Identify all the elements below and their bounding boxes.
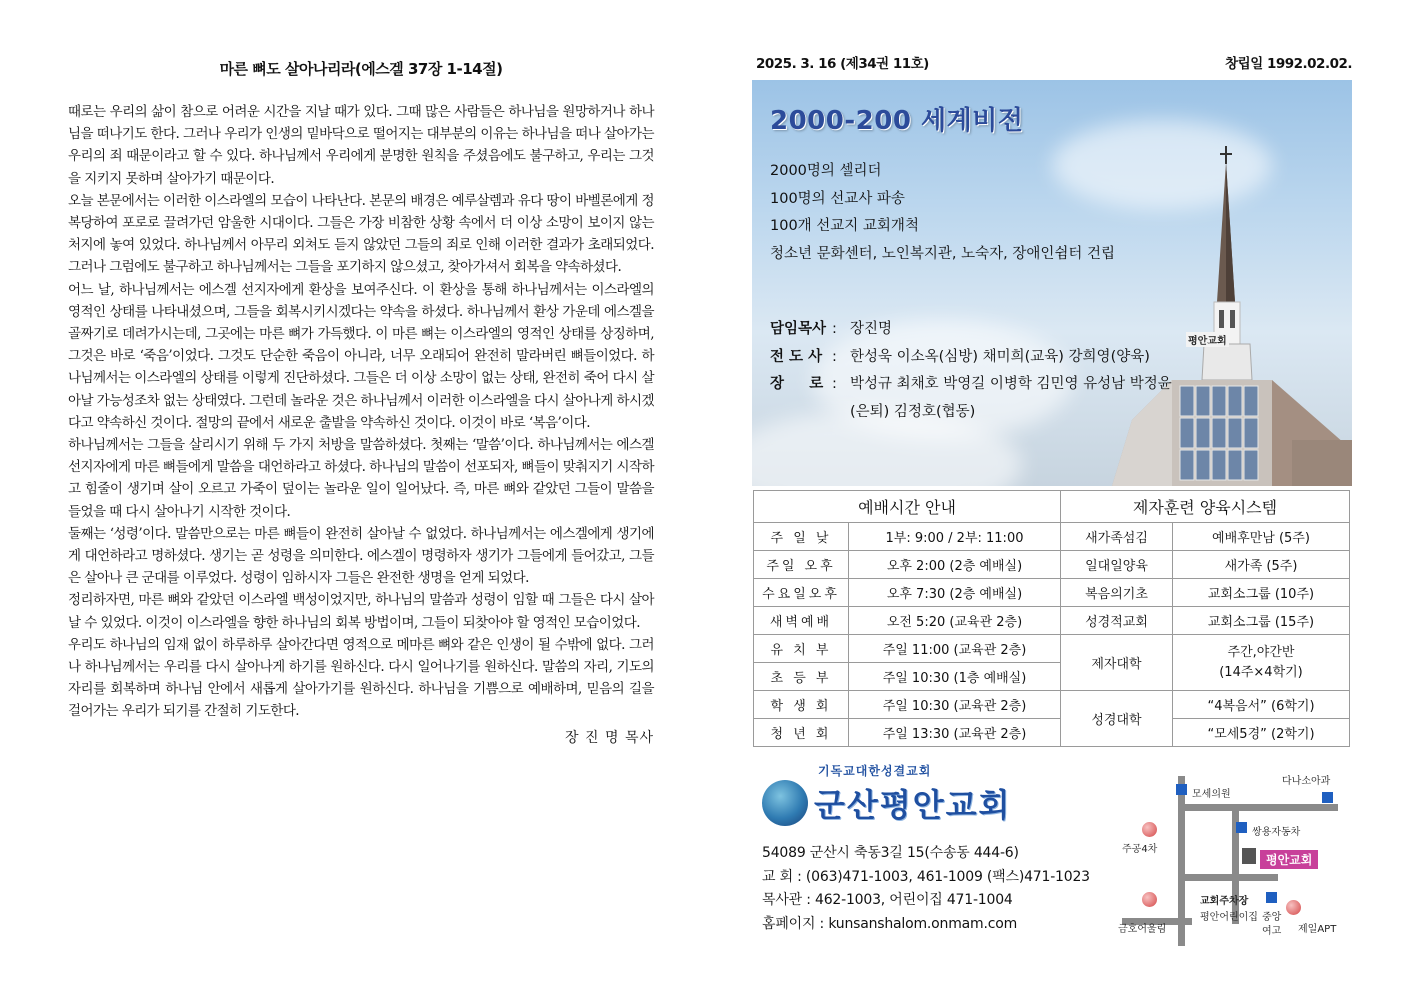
church-icon [1242, 848, 1256, 864]
program-detail: 새가족 (5주) [1173, 551, 1350, 579]
service-name: 수요일오후 [754, 579, 849, 607]
church-logo [762, 762, 1062, 832]
map-label-jugong: 주공4차 [1122, 844, 1158, 855]
service-name: 주일 오후 [754, 551, 849, 579]
vision-goal: 100개 선교지 교회개척 [770, 218, 919, 234]
service-time: 주일 10:30 (교육관 2층) [849, 691, 1061, 719]
program-detail: 예배후만남 (5주) [1173, 523, 1350, 551]
sermon-paragraph: 어느 날, 하나님께서는 에스겔 선지자에게 환상을 보여주신다. 이 환상을 통해 하나님께서는 이스라엘의 영적인 상태를 나타내셨으며, 그들을 회복시키시겠다는 약속을 하셨다. 하나님께서 환상 가운데 에스겔을 골짜기로 데려가시는데, 그곳에는 마른 뼈가 가득했다. 이 마른 뼈는 이스라엘의 영적인 상태를 상징하며, 그것은 바로 ‘죽음’이었다. 그것도 단순한 죽음이 아니라, 너무 오래되어 완전히 말라버린 뼈들이었다. 하나님께서는 이스라엘의 상태를 이렇게 진단하셨다. 그들은 더 이상 소망이 없는 상태, 완전히 죽어 다시 살아날 가능성조차 없는 상태였다. 그런데 놀라운 것은 하나님께서 이러한 이스라엘을 다시 살아나게 하시겠다고 약속하신 것이다. 절망의 끝에서 새로운 출발을 약속하신 것이다. 이것이 바로 ‘복음’이다. [68, 281, 654, 431]
program-name: 복음의기초 [1061, 579, 1173, 607]
program-detail: 교회소그룹 (15주) [1173, 607, 1350, 635]
service-time: 오후 2:00 (2층 예배실) [849, 551, 1061, 579]
table-row [754, 691, 1350, 719]
service-name: 청 년 회 [754, 719, 849, 747]
staff-names: 박성규 최채호 박영길 이병학 김민영 유성남 박정윤(은퇴) 김정호(협동) [850, 376, 1172, 420]
table-row [754, 579, 1350, 607]
service-time: 주일 13:30 (교육관 2층) [849, 719, 1061, 747]
program-detail: “모세5경” (2학기) [1173, 719, 1350, 747]
staff-names: 장진명 [850, 321, 893, 337]
phone: 교 회 : (063)471-1003, 461-1009 (팩스)471-1023 [762, 868, 1090, 885]
map-label-ssangyong: 쌍용자동차 [1252, 827, 1301, 838]
church-sign: 평안교회 [1186, 332, 1229, 347]
vision-goal: 2000명의 셀리더 [770, 163, 882, 179]
program-name: 새가족섬김 [1061, 523, 1173, 551]
vision-title: 2000-200 세계비전 [770, 106, 1024, 136]
sermon-paragraph: 우리도 하나님의 임재 없이 하루하루 살아간다면 영적으로 메마른 뼈와 같은 인생이 될 수밖에 없다. 그러나 하나님께서는 우리를 다시 살아나게 하기를 원하신다. 다시 일어나기를 원하신다. 말씀의 자리, 기도의 자리를 회복하며 하나님 안에서 새롭게 살아가기를 원하신다. 하나님을 기쁨으로 예배하며, 믿음의 길을 걸어가는 우리가 되기를 간절히 기도한다. [68, 636, 654, 720]
staff-row [770, 316, 1180, 344]
service-time: 오후 7:30 (2층 예배실) [849, 579, 1061, 607]
service-time: 주일 10:30 (1층 예배실) [849, 663, 1061, 691]
dealer-marker-icon [1236, 822, 1247, 833]
map-label-jeil: 제일APT [1298, 924, 1337, 935]
sermon-paragraph: 정리하자면, 마른 뼈와 같았던 이스라엘 백성이었지만, 하나님의 말씀과 성령이 임할 때 그들은 다시 살아날 수 있었다. 이것이 이스라엘을 향한 하나님의 회복 방법이며, 그들이 되찾아야 할 영적인 모습이었다. [68, 592, 654, 631]
program-name: 성경적교회 [1061, 607, 1173, 635]
sermon-paragraph: 오늘 본문에서는 이러한 이스라엘의 모습이 나타난다. 본문의 배경은 예루살렘과 유다 땅이 바벨론에게 정복당하여 포로로 끌려가던 암울한 시대이다. 그들은 가장 비참한 상황 속에서 더 이상 소망이 보이지 않는 처지에 놓여 있었다. 하나님께서 아무리 외쳐도 듣지 않았던 그들의 죄로 인해 이러한 결과가 초래되었다. 그러나 그럼에도 불구하고 하나님께서는 그들을 포기하지 않으셨고, 찾아가셔서 회복을 약속하셨다. [68, 192, 654, 276]
service-name: 새벽예배 [754, 607, 849, 635]
service-time: 오전 5:20 (교육관 2층) [849, 607, 1061, 635]
apartment-marker-icon [1142, 892, 1157, 907]
sermon-paragraph: 하나님께서는 그들을 살리시기 위해 두 가지 처방을 말씀하셨다. 첫째는 ‘말씀’이다. 하나님께서는 에스겔 선지자에게 마른 뼈들에게 말씀을 대언하라고 하셨다. 하나님의 말씀이 선포되자, 뼈들이 맞춰지기 시작하고 힘줄이 생기며 살이 오르고 가죽이 덮이는 놀라운 일이 일어났다. 즉, 마른 뼈와 같았던 그들이 말씀을 들었을 때 다시 살아나기 시작한 것이다. [68, 437, 654, 520]
address: 54089 군산시 축동3길 15(수송동 444-6) [762, 845, 1019, 861]
sermon-page [68, 58, 654, 747]
staff-label: 담임목사 [770, 321, 827, 337]
map-road [1178, 874, 1278, 881]
clinic-marker-icon [1176, 784, 1187, 795]
staff-label: 장 로 [770, 376, 824, 392]
program-name: 일대일양육 [1061, 551, 1173, 579]
table-row [754, 551, 1350, 579]
table-row [754, 635, 1350, 663]
church-contact [762, 842, 1090, 936]
bulletin-header [752, 52, 1352, 74]
service-name: 학 생 회 [754, 691, 849, 719]
issue-date: 2025. 3. 16 (제34권 11호) [756, 56, 929, 72]
sermon-paragraph: 둘째는 ‘성령’이다. 말씀만으로는 마른 뼈들이 완전히 살아날 수 없었다. 하나님께서는 에스겔에게 생기에게 대언하라고 명하셨다. 생기는 곧 성령을 의미한다. 에스겔이 명령하자 생기가 그들에게 들어갔고, 그들은 살아나 큰 군대를 이루었다. 성령이 임하시자 그들은 완전한 생명을 얻게 되었다. [68, 525, 654, 587]
service-name: 초 등 부 [754, 663, 849, 691]
program-detail-line: 주간,야간반 [1227, 644, 1295, 660]
vision-goal: 청소년 문화센터, 노인복지관, 노숙자, 장애인쉼터 건립 [770, 245, 1116, 262]
staff-colon: : [832, 321, 837, 337]
discipleship-header: 제자훈련 양육시스템 [1061, 491, 1350, 523]
staff-list [770, 316, 1180, 426]
map-label-jungang-2: 여고 [1262, 926, 1282, 937]
program-detail: “4복음서” (6학기) [1173, 691, 1350, 719]
table-row [754, 719, 1350, 747]
sermon-paragraph: 때로는 우리의 삶이 참으로 어려운 시간을 지날 때가 있다. 그때 많은 사람들은 하나님을 원망하거나 하나님을 떠나기도 한다. 그러나 우리가 인생의 밑바닥으로 떨어지는 대부분의 이유는 하나님을 떠나 살아가는 우리의 죄 때문이라고 할 수 있다. 하나님께서 우리에게 분명한 원칙을 주셨음에도 불구하고, 우리는 그것을 지키지 못하며 살아가기 때문이다. [68, 104, 654, 187]
program-detail: 교회소그룹 (10주) [1173, 579, 1350, 607]
map-road [1178, 804, 1338, 811]
service-time: 1부: 9:00 / 2부: 11:00 [849, 523, 1061, 551]
table-row [754, 607, 1350, 635]
map-label-geumho: 금호어울림 [1118, 924, 1167, 935]
staff-colon: : [832, 348, 837, 365]
vision-goals [770, 158, 1115, 268]
service-time: 주일 11:00 (교육관 2층) [849, 635, 1061, 663]
school-marker-icon [1266, 892, 1277, 903]
program-detail-line: (14주×4학기) [1219, 664, 1303, 680]
staff-row [770, 344, 1180, 372]
table-header-row [754, 491, 1350, 523]
homepage: 홈페이지 : kunsanshalom.onmam.com [762, 915, 1018, 932]
founded-date: 창립일 1992.02.02. [1225, 56, 1352, 72]
sermon-title: 마른 뼈도 살아나리라(에스겔 37장 1-14절) [219, 60, 503, 78]
map-label-pyeongan: 평안교회 [1260, 850, 1318, 869]
map-label-danaso: 다나소아과 [1282, 776, 1331, 787]
apartment-marker-icon [1142, 822, 1157, 837]
clinic-marker-icon [1322, 792, 1333, 803]
staff-names: 한성욱 이소옥(심방) 채미희(교육) 강희영(양육) [850, 348, 1150, 365]
denomination: 기독교대한성결교회 [818, 764, 932, 778]
church-name: 군산평안교회 [814, 786, 1012, 824]
worship-schedule-header: 예배시간 안내 [754, 491, 1061, 523]
map-label-mose: 모세의원 [1192, 789, 1231, 800]
map-label-jungang-1: 중앙 [1262, 912, 1282, 923]
staff-row [770, 371, 1180, 426]
program-name: 제자대학 [1061, 635, 1173, 691]
vision-goal: 100명의 선교사 파송 [770, 190, 905, 207]
globe-dove-icon [762, 780, 808, 826]
map-label-daycare: 평안어린이집 [1200, 912, 1258, 923]
location-map [1112, 768, 1352, 946]
service-name: 유 치 부 [754, 635, 849, 663]
program-name: 성경대학 [1061, 691, 1173, 747]
sermon-author: 장 진 명 목사 [565, 729, 654, 746]
sermon-body [68, 101, 654, 723]
map-label-parking: 교회주차장 [1200, 896, 1249, 907]
table-row [754, 523, 1350, 551]
vision-panel [752, 80, 1352, 486]
staff-label: 전 도 사 [770, 348, 823, 365]
manse-phone: 목사관 : 462-1003, 어린이집 471-1004 [762, 892, 1013, 908]
program-detail [1173, 635, 1350, 691]
schedule-table [753, 490, 1350, 747]
staff-colon: : [832, 376, 837, 392]
apartment-marker-icon [1286, 900, 1301, 915]
service-name: 주 일 낮 [754, 523, 849, 551]
